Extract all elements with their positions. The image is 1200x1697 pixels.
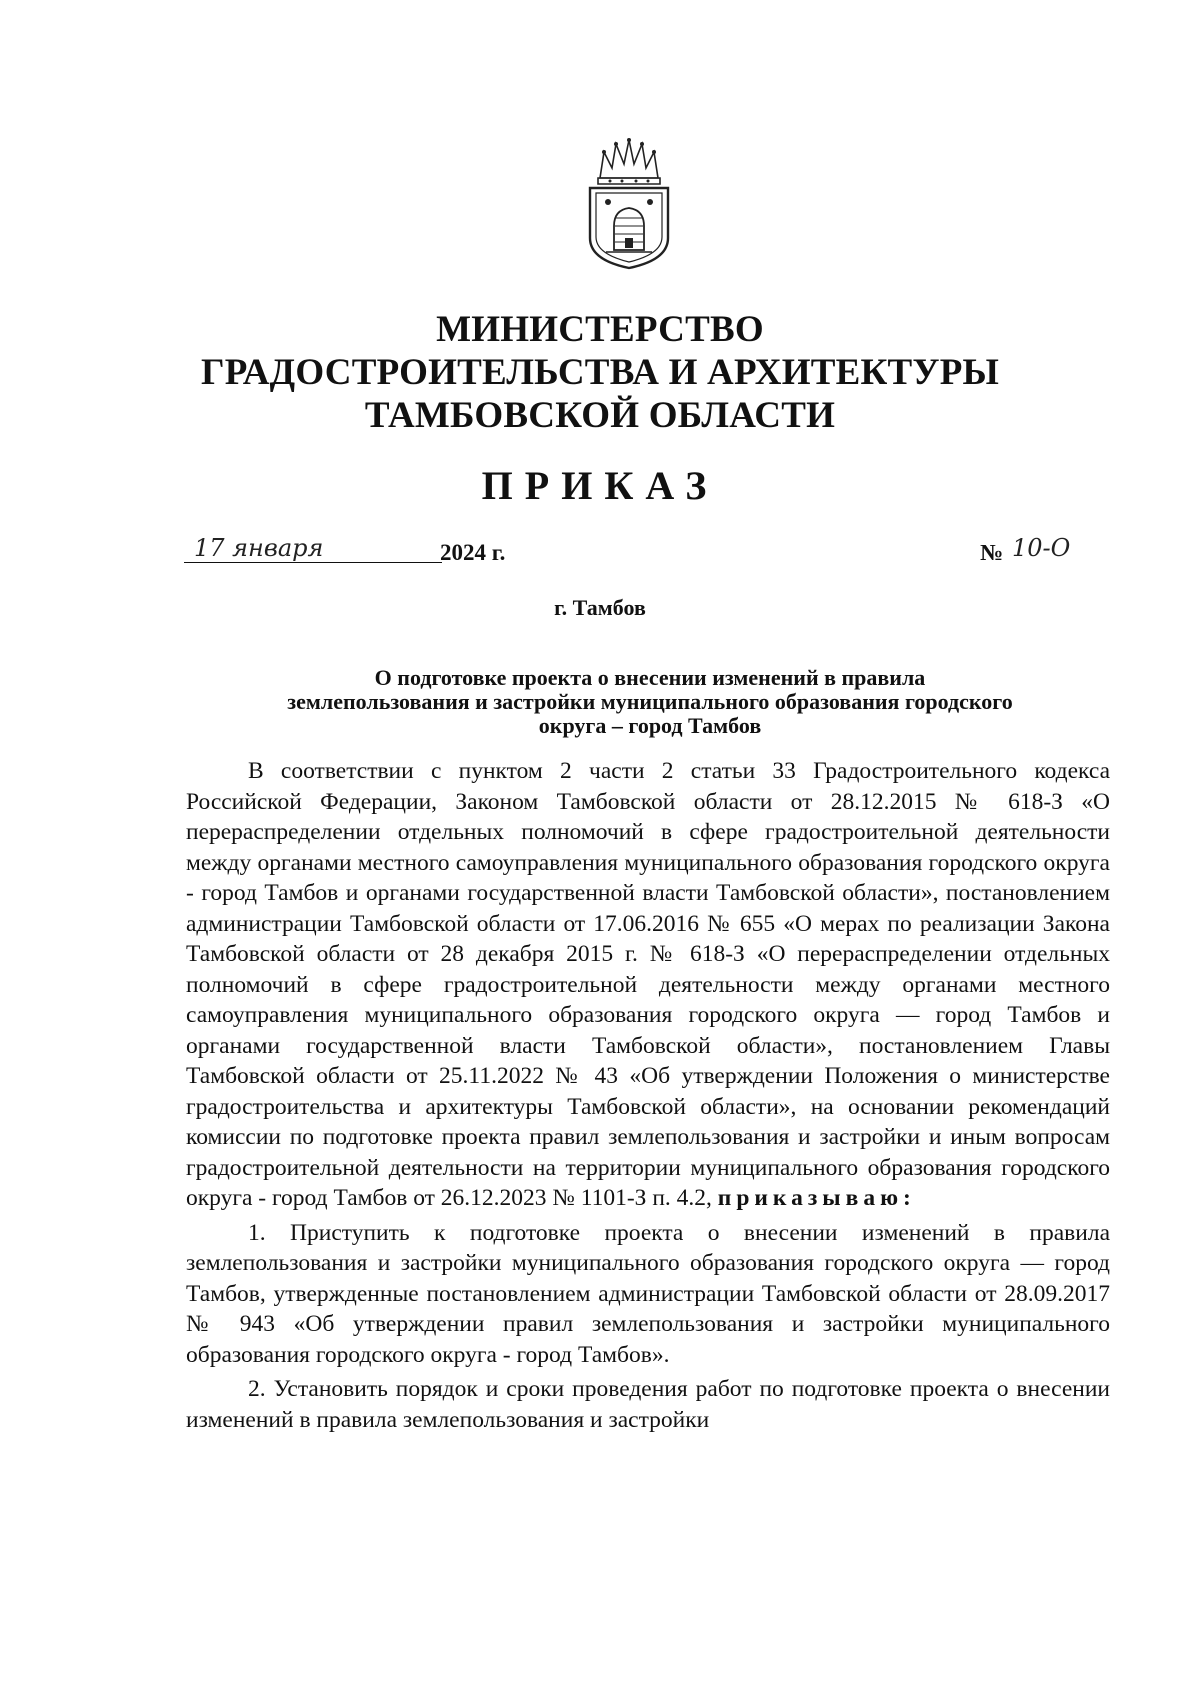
ministry-line-2: ГРАДОСТРОИТЕЛЬСТВА И АРХИТЕКТУРЫ	[200, 352, 1000, 393]
title-line-3: округа – город Тамбов	[538, 713, 762, 738]
date-number-row	[0, 534, 1200, 574]
city-label: г. Тамбов	[554, 595, 646, 620]
date-underline	[184, 562, 442, 563]
document-type-title: ПРИКАЗ	[481, 463, 719, 508]
item-2-paragraph: 2. Установить порядок и сроки проведения работ по подготовке проекта о внесении изменений в правила землепользования и застройки	[186, 1376, 1110, 1433]
handwritten-date: 17 января	[194, 534, 324, 562]
coat-of-arms-emblem	[582, 138, 676, 270]
preamble-text: В соответствии с пунктом 2 части 2 статьи 33 Градостроительного кодекса Российской Федерации, Законом Тамбовской области от 28.12.2015 № 618-З «О перераспределении отдельных полномочий в сфере градостроительной деятельности между органами местного самоуправления муниципального образования городского округа - город Тамбов и органами государственной власти Тамбовской области», постановлением администрации Тамбовской области от 17.06.2016 № 655 «О мерах по реализации Закона Тамбовской области от 28 декабря 2015 г. № 618-З «О перераспределении отдельных полномочий в сфере градостроительной деятельности между органами местного самоуправления муниципального образования городского округа — город Тамбов и органами государственной власти Тамбовской области», постановлением Главы Тамбовской области от 25.11.2022 № 43 «Об утверждении Положения о министерстве градостроительства и архитектуры Тамбовской области», на основании рекомендаций комиссии по подготовке проекта правил землепользования и застройки и иным вопросам градостроительной деятельности на территории муниципального образования городского округа - город Тамбов от 26.12.2023 № 1101-З п. 4.2,	[186, 758, 1110, 1211]
handwritten-number: 10-О	[1012, 534, 1071, 562]
ministry-line-1: МИНИСТЕРСТВО	[436, 309, 764, 350]
order-body	[186, 756, 1110, 1435]
year-label: 2024 г.	[440, 540, 506, 565]
number-label: №	[980, 540, 1004, 565]
ministry-name	[0, 308, 1200, 437]
order-title	[190, 666, 1110, 738]
order-keyword: приказываю:	[717, 1185, 916, 1211]
preamble-paragraph	[186, 756, 1110, 1214]
ministry-line-3: ТАМБОВСКОЙ ОБЛАСТИ	[364, 395, 836, 436]
title-line-1: О подготовке проекта о внесении изменений в правила	[374, 665, 926, 690]
title-line-2: землепользования и застройки муниципального образования городского	[287, 689, 1013, 714]
item-1-paragraph: 1. Приступить к подготовке проекта о внесении изменений в правила землепользования и застройки муниципального образования городского округа — город Тамбов, утвержденные постановлением администрации Тамбовской области от 28.09.2017 № 943 «Об утверждении правил землепользования и застройки муниципального образования городского округа - город Тамбов».	[186, 1219, 1110, 1368]
